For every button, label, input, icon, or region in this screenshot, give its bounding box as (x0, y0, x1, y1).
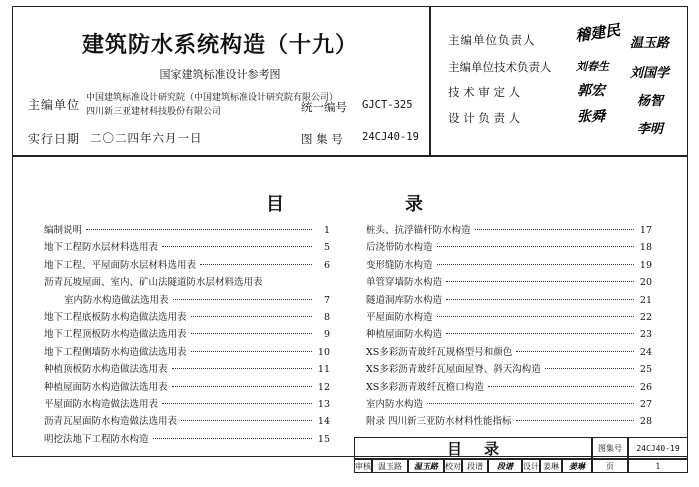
toc-entry-title: 单管穿墙防水构造 (366, 277, 443, 289)
editor-unit-line2: 四川新三亚建材科技股份有限公司 (86, 107, 222, 117)
toc-entry (44, 413, 330, 427)
toc-entry-page: 15 (317, 433, 330, 445)
title-block-page-label: 页 (592, 459, 628, 473)
toc-entry-page: 6 (323, 259, 330, 271)
toc-entry-page: 8 (323, 312, 330, 323)
toc-entry (366, 309, 652, 323)
role-tech-approver: 技 术 审 定 人 (448, 85, 521, 99)
toc-entry-page: 9 (323, 329, 330, 341)
title-block-check-signature: 段谱 (488, 459, 522, 473)
toc-leader-dots (516, 351, 634, 352)
toc-leader-dots (173, 299, 312, 300)
signature-design-chief-1: 张舜 (577, 109, 605, 125)
toc-entry-title: XS多彩沥青玻纤瓦檐口构造 (366, 381, 484, 393)
toc-entry-title: 地下工程、平屋面防水层材料选用表 (44, 259, 197, 271)
role-design-chief: 设 计 负 责 人 (448, 111, 521, 125)
signature-tech-chief-2: 刘国学 (630, 66, 670, 81)
toc-entry-page: 5 (323, 242, 330, 254)
toc-entry (366, 344, 652, 358)
toc-entry (44, 239, 330, 253)
toc-entry-page: 12 (317, 381, 330, 393)
toc-entry-title: 后浇带防水构造 (366, 242, 433, 254)
toc-leader-dots (172, 368, 312, 369)
toc-entry-page: 26 (639, 381, 652, 393)
title-block-design-label: 设计 (522, 459, 540, 473)
toc-leader-dots (437, 246, 634, 247)
toc-entry (366, 292, 652, 306)
toc-entry-title: 沥青瓦坡屋面、室内、矿山法隧道防水层材料选用表 (44, 277, 263, 289)
toc-entry-title: 种植屋面防水构造做法选用表 (44, 381, 168, 393)
toc-entry-page: 18 (639, 242, 652, 254)
toc-leader-dots (437, 316, 634, 317)
title-block-title-right: 录 (484, 439, 500, 458)
toc-title-left: 目 (266, 194, 284, 215)
toc-entry-page: 19 (639, 259, 652, 271)
toc-leader-dots (545, 368, 634, 369)
atlas-no: 24CJ40-19 (362, 131, 419, 143)
toc-entry-title: 编制说明 (44, 225, 83, 236)
role-chief-unit: 主编单位负责人 (448, 33, 536, 47)
toc-leader-dots (446, 299, 634, 300)
signature-tech-approver-1: 郭宏 (577, 83, 605, 99)
toc-leader-dots (191, 333, 312, 334)
toc-leader-dots (162, 246, 312, 247)
toc-entry-title: 沥青瓦屋面防水构造做法选用表 (44, 416, 178, 428)
signature-design-chief-2: 李明 (637, 122, 664, 137)
toc-entry-title: 附录 四川新三亚防水材料性能指标 (366, 416, 512, 428)
toc-entry (366, 396, 652, 410)
unified-no-label: 统一编号 (301, 100, 347, 114)
toc-entry-title: 种植屋面防水构造 (366, 329, 443, 341)
toc-entry (44, 344, 330, 358)
toc-entry (44, 274, 330, 288)
toc-entry (44, 396, 330, 410)
toc-entry-title: 种植顶板防水构造做法选用表 (44, 364, 168, 376)
role-tech-chief: 主编单位技术负责人 (448, 60, 552, 74)
toc-entry-page: 28 (639, 416, 652, 428)
toc-leader-dots (181, 420, 312, 421)
main-frame (12, 156, 688, 457)
toc-leader-dots (446, 281, 634, 282)
toc-leader-dots (172, 386, 312, 387)
toc-leader-dots (153, 438, 312, 439)
signature-chief-unit-2: 温玉路 (630, 36, 670, 51)
toc-entry (366, 222, 652, 236)
toc-entry (366, 257, 652, 271)
title-block-heading-cell (354, 437, 592, 459)
toc-entry-title: 地下工程防水层材料选用表 (44, 242, 159, 254)
toc-entry-title: 地下工程侧墙防水构造做法选用表 (44, 346, 187, 358)
toc-entry (44, 309, 330, 323)
title-block-title-left: 目 (446, 439, 462, 458)
toc-entry-title: 明挖法地下工程防水构造 (44, 433, 149, 445)
toc-entry-page: 21 (639, 294, 652, 306)
toc-entry (44, 222, 330, 236)
toc-entry-page: 13 (317, 399, 330, 410)
title-block-design-name: 姜琳 (540, 459, 562, 473)
editor-unit-label: 主编单位 (28, 98, 81, 112)
toc-entry-page: 14 (317, 416, 330, 428)
toc-entry-title: 地下工程顶板防水构造做法选用表 (44, 329, 187, 341)
title-block-review-name: 温玉路 (372, 459, 408, 473)
title-block-atlas-no: 24CJ40-19 (628, 437, 688, 459)
toc-entry-title: 地下工程底板防水构造做法选用表 (44, 312, 187, 323)
atlas-no-label: 图 集 号 (301, 132, 343, 146)
toc-entry-page: 22 (639, 312, 652, 323)
toc-entry (366, 361, 652, 375)
signature-tech-chief-1: 刘春生 (576, 60, 609, 73)
toc-entry-page: 25 (639, 364, 652, 376)
toc-entry-title: XS多彩沥青玻纤瓦屋面屋脊、斜天沟构造 (366, 364, 541, 376)
toc-leader-dots (427, 403, 634, 404)
toc-entry-page: 7 (323, 294, 330, 306)
toc-entry (366, 326, 652, 340)
toc-entry-page: 20 (639, 277, 652, 289)
page-title: 建筑防水系统构造（十九） (81, 33, 358, 58)
signature-chief-unit-1: 稽建民 (574, 20, 622, 46)
toc-entry (44, 379, 330, 393)
toc-leader-dots (437, 264, 634, 265)
toc-entry-title: 平屋面防水构造 (366, 312, 433, 323)
toc-leader-dots (446, 333, 634, 334)
title-block-design-signature: 姜琳 (562, 459, 592, 473)
toc-leader-dots (200, 264, 312, 265)
toc-entry-title: 桩头、抗浮锚杆防水构造 (366, 225, 471, 236)
impl-date: 二〇二四年六月一日 (90, 131, 203, 145)
toc-leader-dots (516, 420, 634, 421)
toc-entry-title: 隧道洞库防水构造 (366, 294, 443, 306)
toc-entry (64, 292, 330, 306)
toc-entry-page: 24 (639, 346, 652, 358)
title-block-check-name: 段谱 (462, 459, 488, 473)
toc-entry-page: 11 (317, 364, 330, 376)
title-block-check-label: 校对 (444, 459, 462, 473)
title-block-atlas-label: 图集号 (592, 437, 628, 459)
toc-entry (366, 274, 652, 288)
signature-tech-approver-2: 杨智 (637, 94, 664, 109)
toc-entry (366, 379, 652, 393)
toc-entry-page: 10 (317, 346, 330, 358)
impl-date-label: 实行日期 (28, 132, 81, 146)
title-block-review-label: 审核 (354, 459, 372, 473)
toc-entry (366, 239, 652, 253)
toc-entry (366, 413, 652, 427)
toc-entry-title: 室内防水构造 (366, 399, 424, 410)
toc-entry-page: 23 (639, 329, 652, 341)
toc-entry-title: 室内防水构造做法选用表 (64, 294, 169, 306)
toc-title-right: 录 (405, 194, 423, 215)
toc-entry (44, 257, 330, 271)
toc-entry-title: 变形缝防水构造 (366, 259, 433, 271)
title-block-page-no: 1 (628, 459, 688, 473)
toc-entry-title: XS多彩沥青玻纤瓦规格型号和颜色 (366, 346, 513, 358)
toc-leader-dots (162, 403, 312, 404)
toc-leader-dots (191, 316, 312, 317)
toc-entry (44, 326, 330, 340)
toc-leader-dots (475, 229, 634, 230)
toc-entry (44, 361, 330, 375)
toc-entry-page: 27 (639, 399, 652, 410)
toc-leader-dots (191, 351, 312, 352)
unified-no: GJCT-325 (362, 99, 413, 111)
page-subtitle: 国家建筑标准设计参考图 (159, 68, 281, 81)
toc-entry (44, 431, 330, 445)
toc-entry-page: 17 (639, 225, 652, 236)
editor-unit-line1: 中国建筑标准设计研究院（中国建筑标准设计研究院有限公司） (86, 93, 339, 103)
toc-entry-title: 平屋面防水构造做法选用表 (44, 399, 159, 410)
toc-leader-dots (86, 229, 312, 230)
toc-entry-page: 1 (323, 225, 330, 236)
title-block-review-signature: 温玉路 (408, 459, 444, 473)
toc-leader-dots (488, 386, 634, 387)
